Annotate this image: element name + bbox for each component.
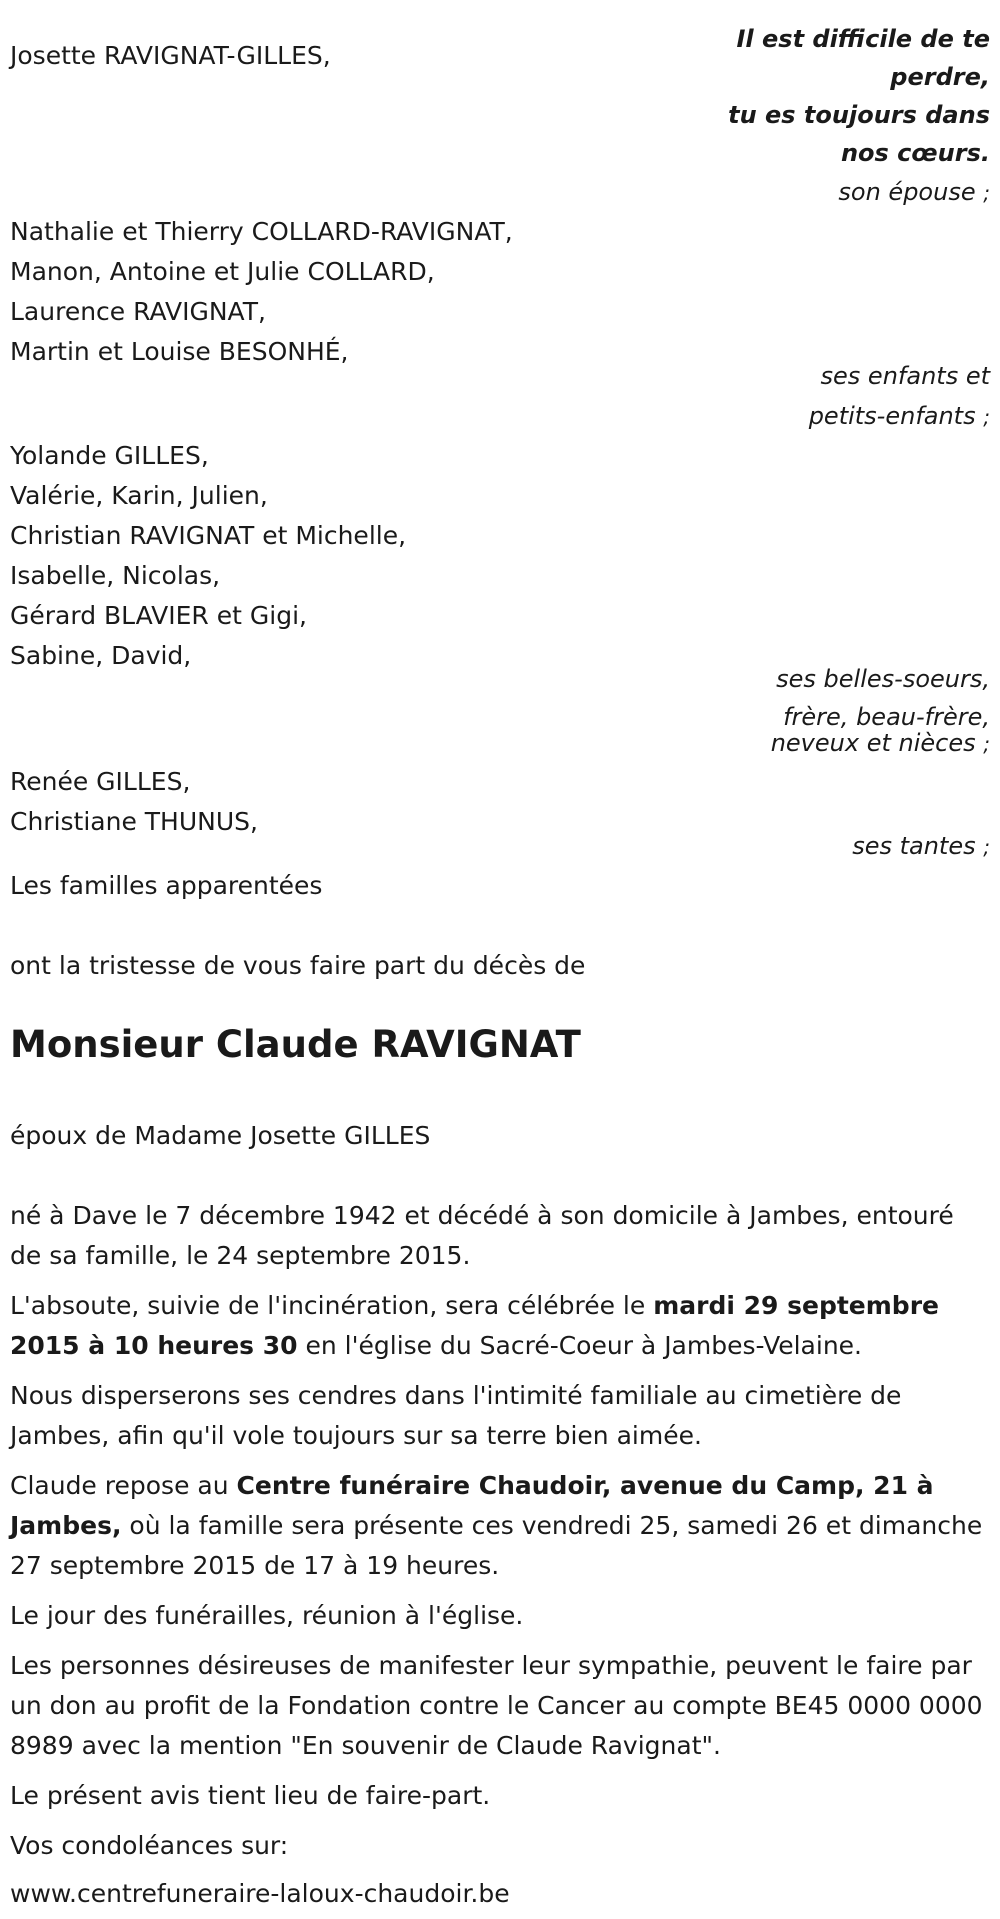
funeral-center: Centre funéraire Chaudoir, avenue du Camp, 21 à Jambes, <box>10 1471 934 1540</box>
role-siblings-line2: frère, beau-frère, <box>783 703 990 731</box>
rest-paragraph: Claude repose au Centre funéraire Chaudoir, avenue du Camp, 21 à Jambes, où la famille sera présente ces vendredi 25, samedi 26 et dimanche 27 septembre 2015 de 17 à 19 heures. <box>10 1471 983 1580</box>
service-paragraph: L'absoute, suivie de l'incinération, sera célébrée le mardi 29 septembre 2015 à 10 heures 30 en l'église du Sacré-Coeur à Jambes-Velaine. <box>10 1291 939 1360</box>
child-name: Martin et Louise BESONHÉ, <box>10 337 349 366</box>
sibling-name: Yolande GILLES, <box>10 441 209 470</box>
donation-paragraph: Les personnes désireuses de manifester leur sympathie, peuvent le faire par un don au profit de la Fondation contre le Cancer au compte BE45 0000 0000 8989 avec la mention "En souvenir de Claude Ravignat". <box>10 1651 983 1760</box>
child-name: Manon, Antoine et Julie COLLARD, <box>10 257 435 286</box>
funeral-day-paragraph: Le jour des funérailles, réunion à l'église. <box>10 1601 524 1630</box>
website-link[interactable]: www.centrefuneraire-laloux-chaudoir.be <box>10 1879 510 1908</box>
role-siblings-line3: neveux et nièces ; <box>770 729 990 757</box>
aunt-name: Renée GILLES, <box>10 767 191 796</box>
announcement-line: ont la tristesse de vous faire part du décès de <box>10 951 586 980</box>
ashes-paragraph: Nous disperserons ses cendres dans l'intimité familiale au cimetière de Jambes, afin qu'il vole toujours sur sa terre bien aimée. <box>10 1381 902 1450</box>
condolences-label: Vos condoléances sur: <box>10 1831 289 1860</box>
child-name: Nathalie et Thierry COLLARD-RAVIGNAT, <box>10 217 513 246</box>
sibling-name: Isabelle, Nicolas, <box>10 561 221 590</box>
birth-paragraph: né à Dave le 7 décembre 1942 et décédé à son domicile à Jambes, entouré de sa famille, le 24 septembre 2015. <box>10 1201 954 1270</box>
families-line: Les familles apparentées <box>10 871 323 900</box>
sibling-name: Christian RAVIGNAT et Michelle, <box>10 521 407 550</box>
child-name: Laurence RAVIGNAT, <box>10 297 266 326</box>
poem-line: tu es toujours dans <box>728 101 990 129</box>
service-date: mardi 29 septembre 2015 à 10 heures 30 <box>10 1291 939 1360</box>
aunt-name: Christiane THUNUS, <box>10 807 258 836</box>
poem-line: perdre, <box>890 63 990 91</box>
role-aunts: ses tantes ; <box>852 832 990 860</box>
poem-quote <box>728 20 990 172</box>
notice-paragraph: Le présent avis tient lieu de faire-part. <box>10 1781 491 1810</box>
spouse-of-line: époux de Madame Josette GILLES <box>10 1121 431 1150</box>
sibling-name: Sabine, David, <box>10 641 192 670</box>
role-spouse: son épouse ; <box>838 178 990 206</box>
role-children-line2: petits-enfants ; <box>808 402 990 430</box>
role-children-line1: ses enfants et <box>820 362 990 390</box>
sibling-name: Gérard BLAVIER et Gigi, <box>10 601 307 630</box>
role-siblings-line1: ses belles-soeurs, <box>776 665 990 693</box>
poem-line: Il est difficile de te <box>736 25 990 53</box>
deceased-name: Monsieur Claude RAVIGNAT <box>10 1023 581 1066</box>
spouse-name: Josette RAVIGNAT-GILLES, <box>10 41 331 70</box>
poem-line: nos cœurs. <box>840 139 990 167</box>
sibling-name: Valérie, Karin, Julien, <box>10 481 268 510</box>
